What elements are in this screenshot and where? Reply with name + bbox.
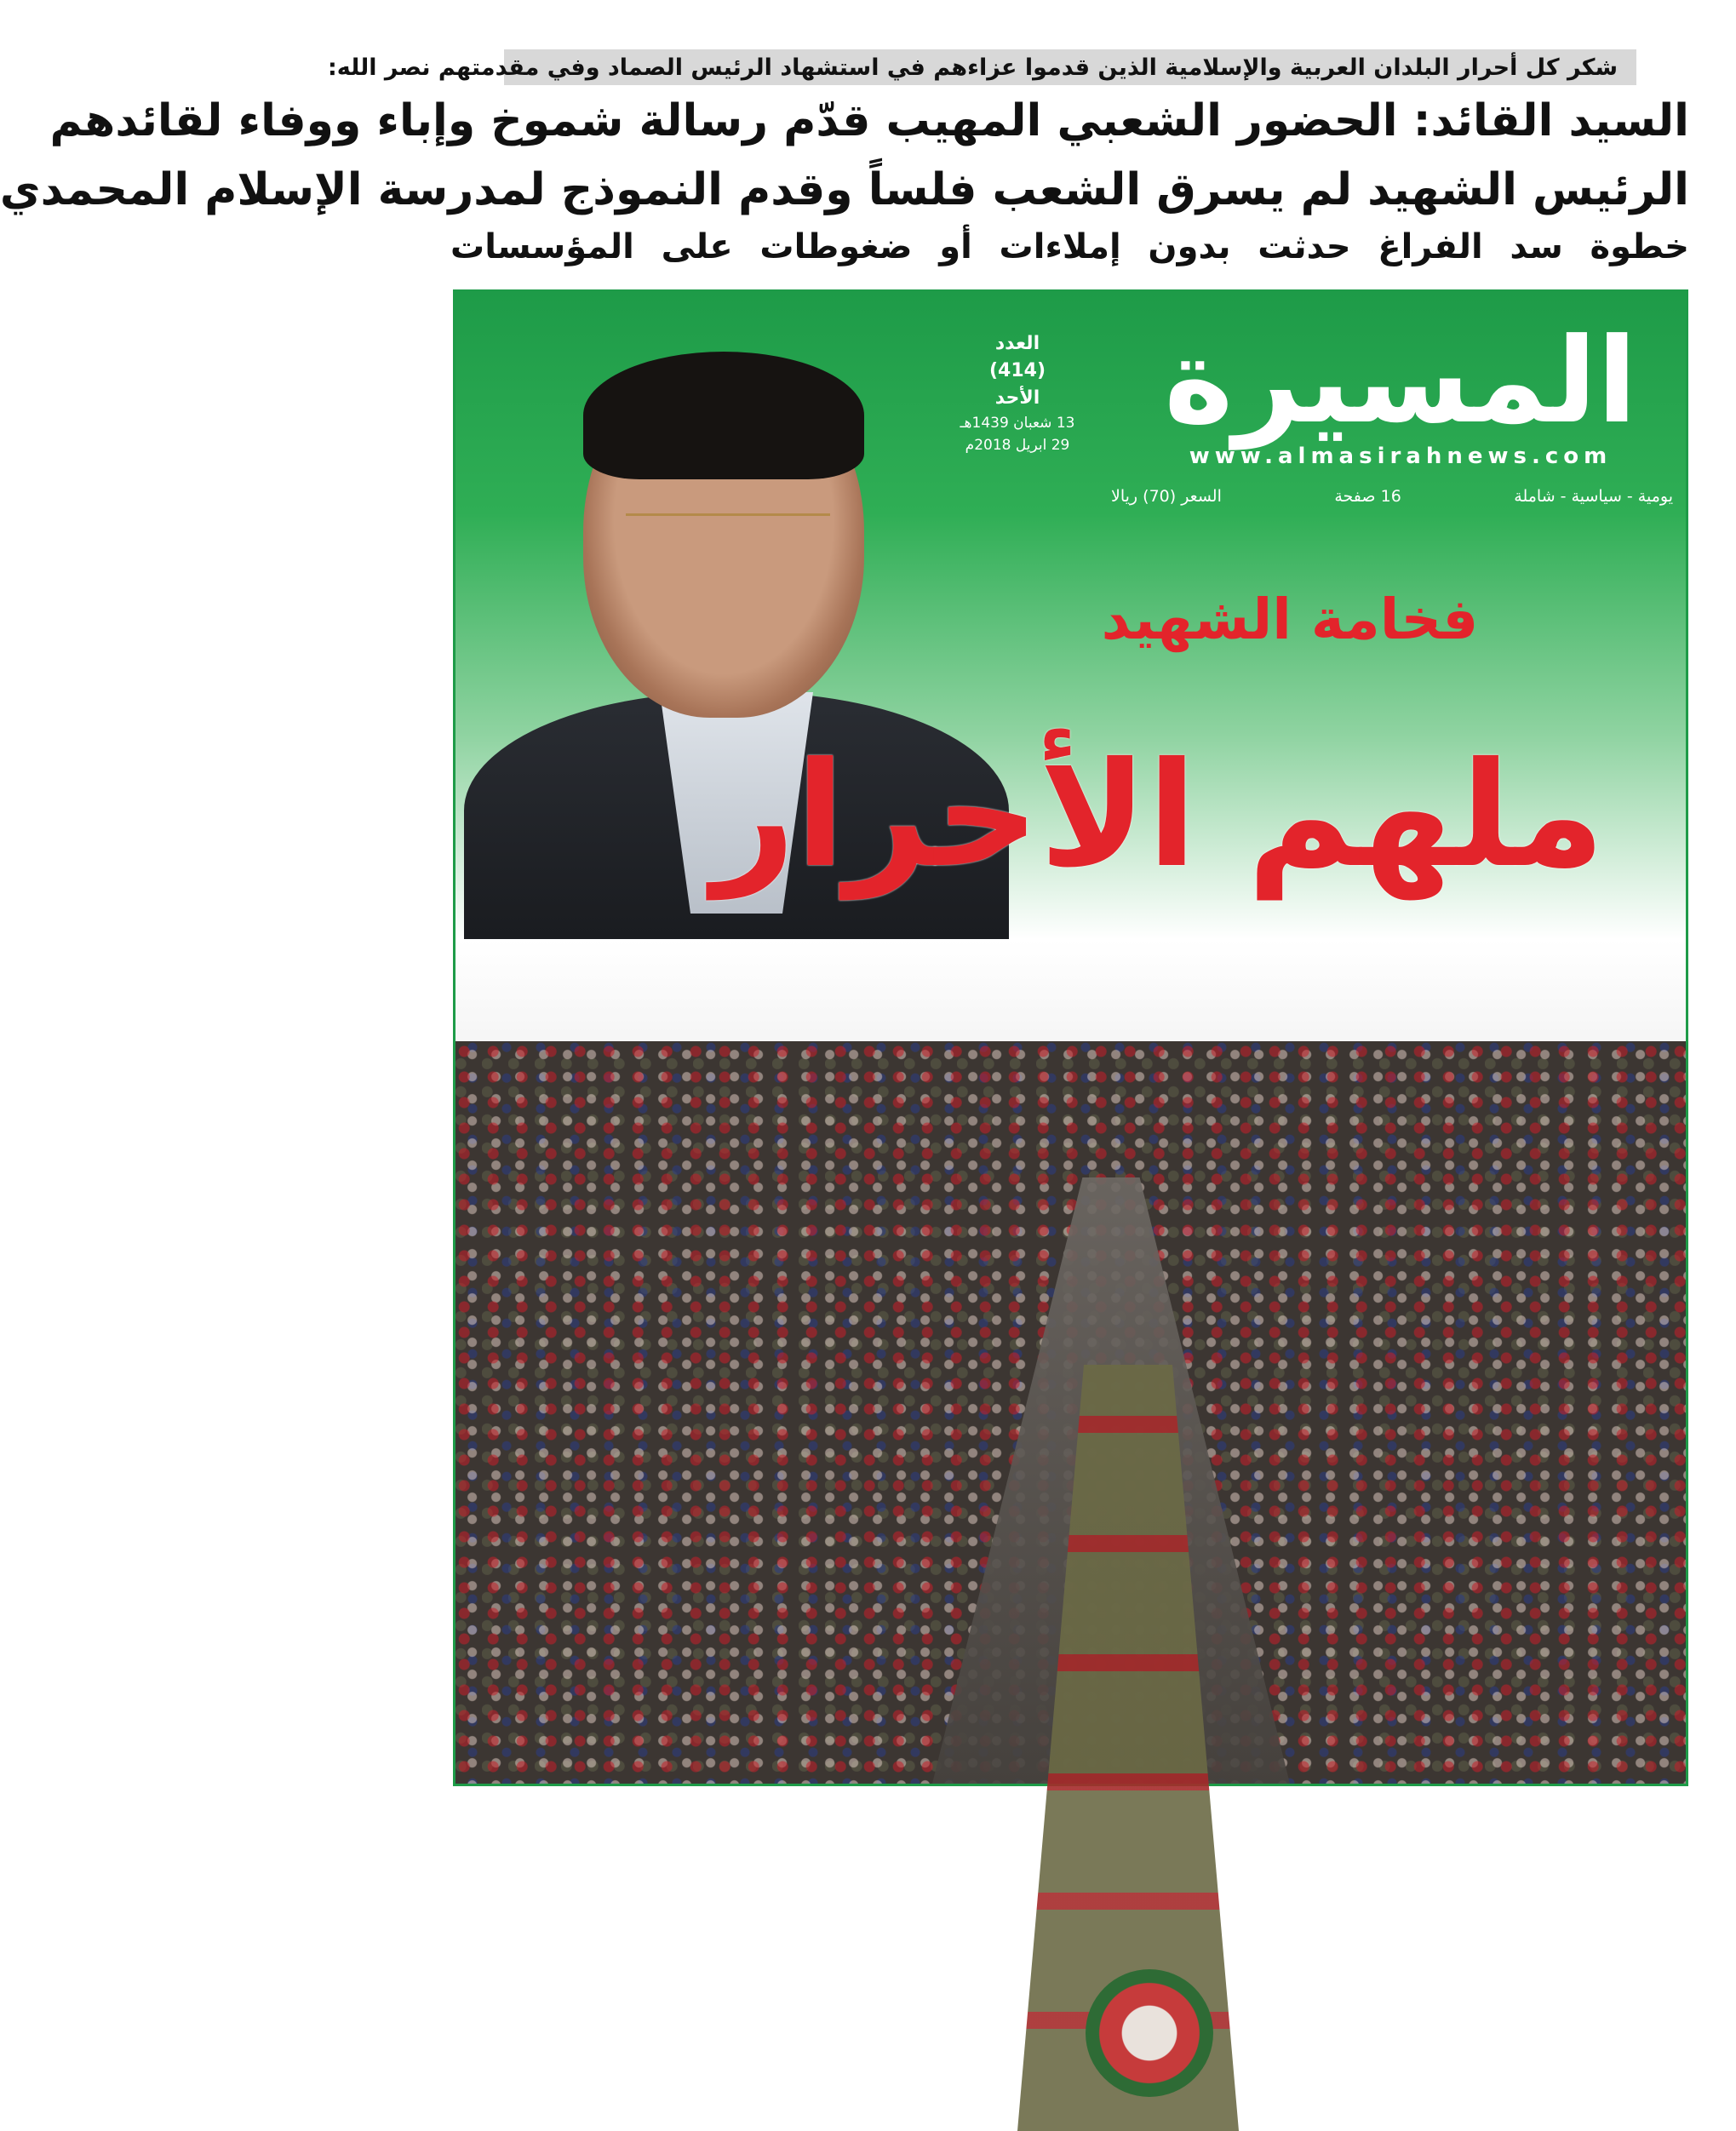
headline-1: السيد القائد: الحضور الشعبي المهيب قدّم رسالة شموخ وإباء ووفاء لقائدهم xyxy=(49,95,1689,146)
pages-text: 16 صفحة xyxy=(1334,487,1401,506)
issue-label: العدد xyxy=(994,333,1040,354)
frequency-text: يومية - سياسية - شاملة xyxy=(1514,487,1673,506)
cover-panel xyxy=(453,289,1688,1786)
gregorian-date: 29 ابريل 2018م xyxy=(965,437,1070,454)
cover-title: ملهم الأحرار xyxy=(712,731,1605,900)
top-banner-text: شكر كل أحرار البلدان العربية والإسلامية الذين قدموا عزاءهم في استشهاد الرئيس الصماد وفي مقدمتهم نصر الله: xyxy=(327,54,1618,81)
price-text: السعر (70) ريالا xyxy=(1111,487,1222,506)
wreath-image xyxy=(1086,1969,1213,2097)
issue-day: الأحد xyxy=(994,387,1040,409)
portrait-glasses xyxy=(626,513,830,559)
hijri-date: 13 شعبان 1439هـ xyxy=(960,415,1075,432)
website-url: www.almasirahnews.com xyxy=(1189,444,1613,469)
headline-3: خطوة سد الفراغ حدثت بدون إملاءات أو ضغوطات على المؤسسات xyxy=(450,227,1689,266)
masthead-meta xyxy=(1111,483,1673,510)
masthead-logo: المسيرة xyxy=(1164,312,1637,450)
headline-2: الرئيس الشهيد لم يسرق الشعب فلساً وقدم النموذج لمدرسة الإسلام المحمدي xyxy=(0,164,1689,215)
cover-kicker: فخامة الشهيد xyxy=(1101,587,1479,652)
top-banner xyxy=(327,49,1636,85)
portrait-hair xyxy=(583,352,864,479)
issue-number: (414) xyxy=(988,360,1046,381)
issue-info xyxy=(932,330,1103,456)
crowd-photo xyxy=(455,1041,1686,1784)
